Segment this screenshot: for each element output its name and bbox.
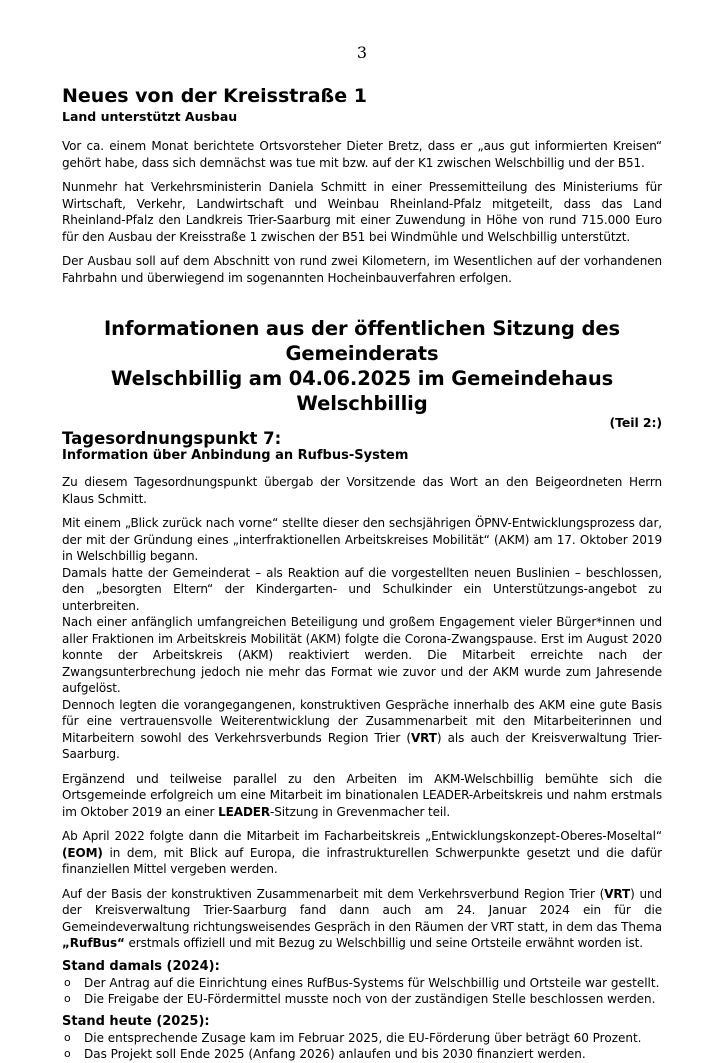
article2-paragraph: Damals hatte der Gemeinderat – als Reaktion auf die vorgestellten neuen Buslinien – beschlossen, den „besorgten Eltern“ der Kindergarten- und Schulkinder ein Unterstützungs-angebot zu unterbreiten. bbox=[62, 565, 662, 613]
article2-paragraph bbox=[62, 771, 662, 821]
text-run-bold: VRT bbox=[604, 886, 631, 901]
list-item bbox=[62, 991, 662, 1008]
text-run-bold: VRT bbox=[410, 730, 437, 745]
article1-paragraph: Nunmehr hat Verkehrsministerin Daniela Schmitt in einer Pressemitteilung des Ministeriums für Wirtschaft, Verkehr, Landwirtschaft und Weinbau Rheinland-Pfalz mitgeteilt, dass das Land Rheinland-Pfalz den Landkreis Trier-Saarburg mit einer Zuwendung in Höhe von rund 715.000 Euro für den Ausbau der Kreisstraße 1 zwischen der B51 bei Windmühle und Welschbillig unterstützt. bbox=[62, 180, 662, 244]
article2-paragraph: Zu diesem Tagesordnungspunkt übergab der Vorsitzende das Wort an den Beigeordneten Herrn Klaus Schmitt. bbox=[62, 475, 662, 506]
agenda-item-heading: Tagesordnungspunkt 7: bbox=[62, 429, 282, 448]
article2-part-label: (Teil 2:) bbox=[609, 415, 662, 430]
list-item bbox=[62, 1046, 662, 1063]
list-item bbox=[62, 975, 662, 992]
agenda-item-subject: Information über Anbindung an Rufbus-System bbox=[62, 448, 409, 463]
article1-subtitle: Land unterstützt Ausbau bbox=[62, 109, 238, 124]
bullet-icon: o bbox=[64, 975, 71, 989]
text-run: Dennoch legten die vorangegangenen, konstruktiven Gespräche innerhalb des AKM eine gute Basis für eine vertrauensvolle Weiterentwicklung der Zusammenarbeit mit den Mitarbeiterinnen und Mitarbeitern sowohl des Verkehrsverbunds Region Trier ( bbox=[62, 697, 662, 745]
document-page bbox=[62, 0, 662, 1063]
text-run: -Sitzung in Grevenmacher teil. bbox=[270, 804, 451, 819]
text-run: ) als auch der Kreisverwaltung Trier-Saarburg. bbox=[62, 730, 663, 761]
list-item-text: Das Projekt soll Ende 2025 (Anfang 2026) anlaufen und bis 2030 finanziert werden. bbox=[84, 1047, 586, 1061]
article1-paragraph: Vor ca. einem Monat berichtete Ortsvorsteher Dieter Bretz, dass er „aus gut informierten Kreisen“ gehört habe, dass sich demnächst was tue mit bzw. auf der K1 zwischen Welschbillig und der B51. bbox=[62, 139, 662, 170]
status-then-list bbox=[62, 975, 662, 1008]
article1-title: Neues von der Kreisstraße 1 bbox=[62, 85, 367, 107]
text-run-bold: (EOM) bbox=[62, 845, 103, 860]
status-now-list bbox=[62, 1030, 662, 1063]
bullet-icon: o bbox=[64, 1047, 71, 1060]
list-item-text: Die Freigabe der EU-Fördermittel musste noch von der zuständigen Stelle beschlossen werden. bbox=[84, 992, 656, 1006]
status-now-heading: Stand heute (2025): bbox=[62, 1013, 210, 1029]
article2-title-line2: Welschbillig am 04.06.2025 im Gemeindehaus Welschbillig bbox=[110, 367, 614, 415]
article2-paragraph: Nach einer anfänglich umfangreichen Beteiligung und großem Engagement vieler Bürger*innen und aller Fraktionen im Arbeitskreis Mobilität (AKM) folgte die Corona-Zwangspause. Erst im August 2020 konnte der Arbeitskreis (AKM) reaktiviert werden. Die Mitarbeit erreichte nach der Zwangsunterbrechung jedoch nie mehr das Format wie zuvor und der AKM wurde zum Jahresende aufgelöst. bbox=[62, 615, 662, 695]
bullet-icon: o bbox=[64, 992, 71, 1005]
status-then-heading: Stand damals (2024): bbox=[62, 958, 220, 974]
list-item bbox=[62, 1030, 662, 1047]
text-run: erstmals offiziell und mit Bezug zu Welschbillig und seine Ortsteile erwähnt worden ist. bbox=[124, 936, 643, 950]
article2-paragraph bbox=[62, 886, 662, 952]
text-run: Ergänzend und teilweise parallel zu den Arbeiten im AKM-Welschbillig bemühte sich die Ortsgemeinde erfolgreich um eine Mitarbeit im binationalen LEADER-Arbeitskreis und nahm erstmals im Oktober 2019 an einer bbox=[62, 771, 662, 819]
page-number: 3 bbox=[356, 43, 368, 62]
text-run: in dem, mit Blick auf Europa, die infrastrukturellen Schwerpunkte gesetzt und die dafür finanziellen Mittel vergeben werden. bbox=[62, 845, 662, 876]
text-run: Ab April 2022 folgte dann die Mitarbeit im Facharbeitskreis „Entwicklungskonzept-Oberes-Moseltal“ bbox=[62, 829, 662, 843]
list-item-text: Die entsprechende Zusage kam im Februar 2025, die EU-Förderung über beträgt 60 Prozent. bbox=[84, 1030, 642, 1045]
text-run: Auf der Basis der konstruktiven Zusammenarbeit mit dem Verkehrsverbund Region Trier ( bbox=[62, 886, 605, 901]
text-run-bold: LEADER bbox=[218, 804, 271, 819]
article2-title-line1: Informationen aus der öffentlichen Sitzung des Gemeinderats bbox=[104, 317, 620, 365]
text-run-bold: „RufBus“ bbox=[62, 936, 125, 950]
list-item-text: Der Antrag auf die Einrichtung eines RufBus-Systems für Welschbillig und Ortsteile war gestellt. bbox=[84, 975, 660, 990]
article2-paragraph bbox=[62, 828, 662, 878]
text-run: ) und der Kreisverwaltung Trier-Saarburg fand dann auch am 24. Januar 2024 ein für die Gemeindeverwaltung richtungsweisendes Gespräch in den Räumen der VRT statt, in dem das Thema bbox=[62, 886, 662, 934]
article1-paragraph: Der Ausbau soll auf dem Abschnitt von rund zwei Kilometern, im Wesentlichen auf der vorhandenen Fahrbahn und überwiegend im sogenannten Hocheinbauverfahren erfolgen. bbox=[62, 254, 662, 285]
article2-paragraph bbox=[62, 697, 662, 763]
bullet-icon: o bbox=[64, 1030, 71, 1044]
article2-paragraph: Mit einem „Blick zurück nach vorne“ stellte dieser den sechsjährigen ÖPNV-Entwicklungsprozess dar, der mit der Gründung eines „interfraktionellen Arbeitskreises Mobilität“ (AKM) am 17. Oktober 2019 in Welschbillig begann. bbox=[62, 516, 662, 563]
